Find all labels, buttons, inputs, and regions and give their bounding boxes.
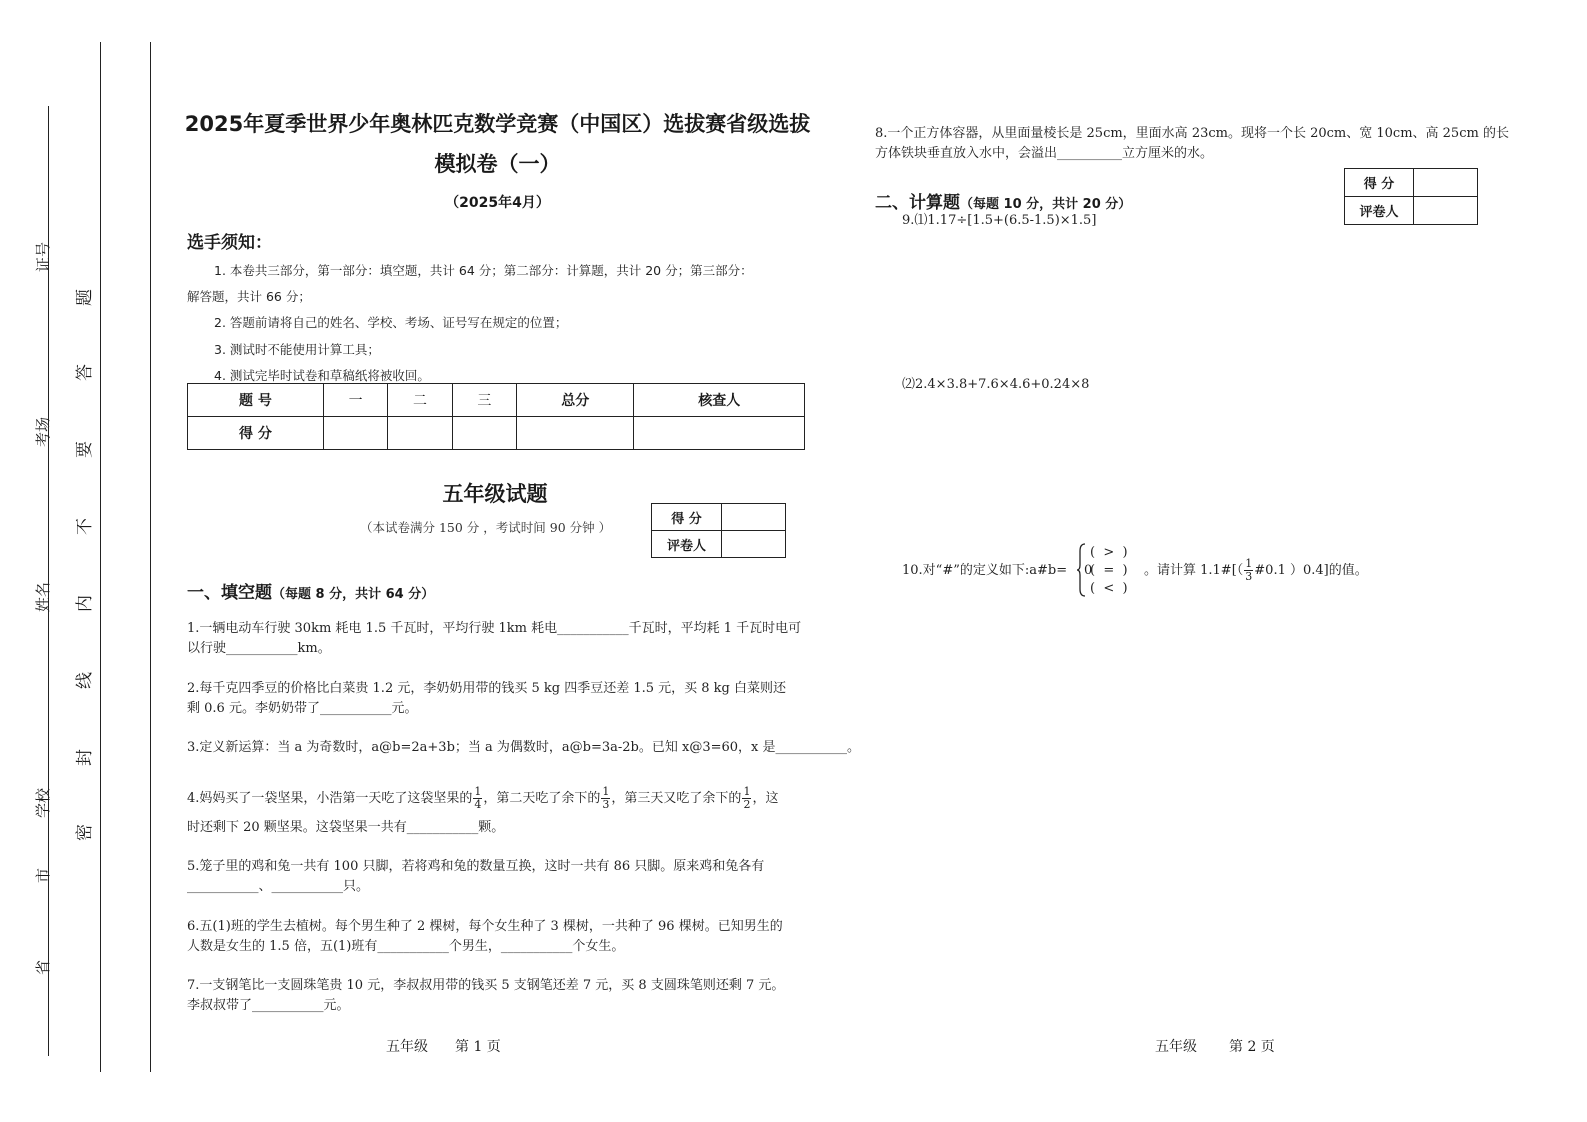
binding-label-id: 证号 bbox=[34, 241, 52, 272]
question-5-line1: 5.笼子里的鸡和兔一共有 100 只脚，若将鸡和兔的数量互换，这时一共有 86 只脚。原来鸡和兔各有 bbox=[187, 859, 765, 874]
question-2-line1: 2.每千克四季豆的价格比白菜贵 1.2 元，李奶奶用带的钱买 5 kg 四季豆还差 1.5 元，买 8 kg 白菜则还 bbox=[187, 681, 787, 696]
question-4-line2: 时还剩下 20 颗坚果。这袋坚果一共有___________颗。 bbox=[187, 820, 505, 835]
q4-text-3: ，第三天又吃了余下的 bbox=[611, 791, 742, 806]
question-4-line1 bbox=[187, 786, 778, 811]
q4-text-2: ，第二天吃了余下的 bbox=[483, 791, 601, 806]
exam-title-line2: 模拟卷（一） bbox=[434, 152, 561, 176]
exam-date: （2025年4月） bbox=[445, 195, 550, 211]
question-1-line1: 1.一辆电动车行驶 30km 耗电 1.5 千瓦时，平均行驶 1km 耗电___________千瓦时，平均耗 1 千瓦时电可 bbox=[187, 621, 802, 636]
question-8-line2: 方体铁块垂直放入水中，会溢出__________立方厘米的水。 bbox=[875, 146, 1214, 161]
footer-left-page: 第 1 页 bbox=[455, 1039, 501, 1055]
section1-score-box bbox=[651, 503, 786, 558]
exam-title-line1: 2025年夏季世界少年奥林匹克数学竞赛（中国区）选拔赛省级选拔 bbox=[184, 112, 811, 136]
seal-char-5: 内 bbox=[75, 595, 95, 612]
binding-label-name: 姓名 bbox=[34, 581, 52, 612]
score-cell-part1[interactable] bbox=[323, 417, 387, 450]
binding-label-room: 考场 bbox=[34, 416, 52, 447]
score-cell-part2[interactable] bbox=[388, 417, 452, 450]
section2-score-label: 得 分 bbox=[1345, 169, 1414, 197]
question-6-line1: 6.五(1)班的学生去植树。每个男生种了 2 棵树，每个女生种了 3 棵树，一共种了 96 棵树。已知男生的 bbox=[187, 919, 783, 934]
footer-left-grade: 五年级 bbox=[386, 1039, 428, 1055]
footer-right-grade: 五年级 bbox=[1155, 1039, 1197, 1055]
seal-char-2: 答 bbox=[75, 364, 95, 381]
score-header-total: 总分 bbox=[517, 384, 634, 417]
score-summary-table bbox=[187, 383, 805, 450]
notice-item-3: 3. 测试时不能使用计算工具； bbox=[214, 342, 380, 357]
score-row-label: 得 分 bbox=[188, 417, 324, 450]
section2-note: （每题 10 分，共计 20 分） bbox=[960, 197, 1132, 212]
score-header-part1: 一 bbox=[323, 384, 387, 417]
section1-grader-label: 评卷人 bbox=[652, 531, 722, 558]
q10-mid: 。请计算 1.1#[（ bbox=[1144, 563, 1244, 578]
notice-item-1: 1. 本卷共三部分，第一部分：填空题，共计 64 分；第二部分：计算题，共计 20 分；第三部分： bbox=[214, 263, 753, 278]
seal-char-3: 要 bbox=[75, 441, 95, 458]
section1-heading: 一、填空题 bbox=[187, 583, 272, 603]
q10-zero: 0 bbox=[1084, 563, 1093, 578]
question-8-line1: 8.一个正方体容器，从里面量棱长是 25cm，里面水高 23cm。现将一个长 20cm、宽 10cm、高 25cm 的长 bbox=[875, 126, 1509, 141]
footer-right-page: 第 2 页 bbox=[1229, 1039, 1275, 1055]
binding-line-inner bbox=[150, 42, 151, 1072]
seal-char-1: 题 bbox=[75, 289, 95, 306]
question-10-expression bbox=[1144, 558, 1368, 583]
grade-title: 五年级试题 bbox=[442, 482, 548, 506]
score-cell-part3[interactable] bbox=[452, 417, 516, 450]
notice-heading: 选手须知： bbox=[187, 233, 272, 253]
seal-char-7: 封 bbox=[75, 749, 95, 766]
section1-score-cell[interactable] bbox=[722, 504, 786, 531]
q10-suffix: #0.1 ）0.4]的值。 bbox=[1254, 563, 1368, 578]
section1-note: （每题 8 分，共计 64 分） bbox=[272, 587, 435, 602]
question-1-line2: 以行驶___________km。 bbox=[187, 641, 331, 656]
question-9-part1: 9.⑴1.17÷[1.5+(6.5-1.5)×1.5] bbox=[902, 213, 1097, 228]
q10-case-eq: ( = ) bbox=[1090, 563, 1128, 578]
q10-case-gt: ( > ) bbox=[1090, 545, 1128, 560]
score-header-part3: 三 bbox=[452, 384, 516, 417]
seal-char-4: 不 bbox=[75, 518, 95, 535]
binding-label-city: 市 bbox=[34, 867, 52, 883]
score-header-checker: 核查人 bbox=[634, 384, 805, 417]
notice-item-4: 4. 测试完毕时试卷和草稿纸将被收回。 bbox=[214, 368, 430, 383]
binding-line-outer bbox=[100, 42, 101, 1072]
section2-score-cell[interactable] bbox=[1414, 169, 1478, 197]
section2-grader-label: 评卷人 bbox=[1345, 197, 1414, 225]
question-3: 3.定义新运算：当 a 为奇数时，a@b=2a+3b；当 a 为偶数时，a@b=3a-2b。已知 x@3=60，x 是___________。 bbox=[187, 740, 861, 755]
section2-score-box bbox=[1344, 168, 1478, 225]
question-7-line2: 李叔叔带了___________元。 bbox=[187, 998, 350, 1013]
section1-grader-cell[interactable] bbox=[722, 531, 786, 558]
exam-subtitle: （本试卷满分 150 分 ，考试时间 90 分钟 ） bbox=[360, 520, 612, 535]
section2-heading: 二、计算题 bbox=[875, 193, 960, 213]
binding-label-province: 省 bbox=[34, 959, 52, 975]
notice-item-1-cont: 解答题，共计 66 分； bbox=[187, 289, 311, 304]
section1-score-label: 得 分 bbox=[652, 504, 722, 531]
q4-fraction-1: $\frac{1}{4}$ bbox=[474, 785, 482, 811]
question-9-part2: ⑵2.4×3.8+7.6×4.6+0.24×8 bbox=[902, 377, 1090, 392]
q4-fraction-2: $\frac{1}{3}$ bbox=[602, 785, 610, 811]
notice-item-2: 2. 答题前请将自己的姓名、学校、考场、证号写在规定的位置； bbox=[214, 315, 568, 330]
section2-heading-row bbox=[875, 188, 1131, 213]
question-6-line2: 人数是女生的 1.5 倍，五(1)班有___________个男生，___________个女生。 bbox=[187, 939, 625, 954]
q10-fraction: $\frac{1}{3}$ bbox=[1245, 557, 1253, 583]
q10-case-lt: ( < ) bbox=[1090, 581, 1128, 596]
question-10-prefix: 10.对“#”的定义如下:a#b= bbox=[902, 563, 1068, 578]
q4-text-1: 4.妈妈买了一袋坚果，小浩第一天吃了这袋坚果的 bbox=[187, 791, 473, 806]
seal-char-6: 线 bbox=[75, 672, 95, 689]
question-2-line2: 剩 0.6 元。李奶奶带了___________元。 bbox=[187, 701, 418, 716]
score-header-part2: 二 bbox=[388, 384, 452, 417]
question-5-line2: ___________、___________只。 bbox=[187, 879, 370, 894]
section2-grader-cell[interactable] bbox=[1414, 197, 1478, 225]
q4-fraction-3: $\frac{1}{2}$ bbox=[743, 785, 751, 811]
score-header-question: 题 号 bbox=[188, 384, 324, 417]
section1-heading-row bbox=[187, 578, 434, 603]
binding-label-school: 学校 bbox=[34, 787, 52, 818]
seal-char-8: 密 bbox=[75, 824, 95, 841]
score-cell-total[interactable] bbox=[517, 417, 634, 450]
q4-text-4: ，这 bbox=[752, 791, 779, 806]
question-7-line1: 7.一支钢笔比一支圆珠笔贵 10 元，李叔叔用带的钱买 5 支钢笔还差 7 元，买 8 支圆珠笔则还剩 7 元。 bbox=[187, 978, 785, 993]
score-cell-checker[interactable] bbox=[634, 417, 805, 450]
